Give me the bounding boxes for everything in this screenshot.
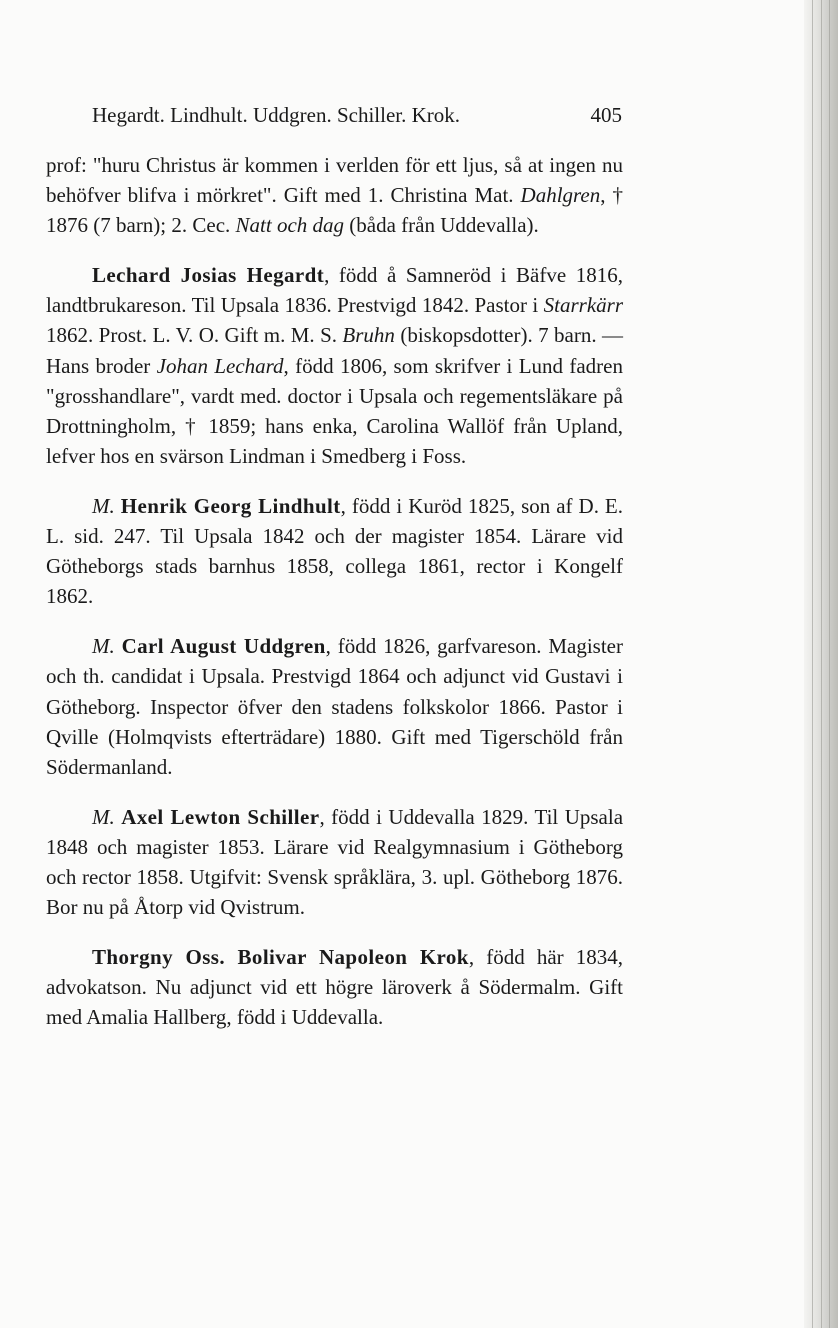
italic-text: M. — [92, 493, 115, 518]
italic-text: Natt och dag — [235, 213, 345, 238]
entry-lindhult — [46, 491, 623, 611]
person-name: Carl August Uddgren — [121, 634, 326, 659]
entry-text: , född 1826, garfvareson. Magister och th. candidat i Upsala. Prestvigd 1864 och adjunct vid Gustavi i Götheborg. Inspector öfver den stadens folkskolor 1866. Pastor i Qville (Holmqvists efterträdare) 1880. Gift med Tigerschöld från Södermanland. — [46, 634, 623, 779]
edge-line — [812, 0, 813, 1328]
italic-text: Starrkärr — [543, 293, 623, 318]
page-edge-shadow — [804, 0, 838, 1328]
entry-gap — [46, 471, 623, 491]
entry-gap — [46, 611, 623, 631]
italic-text: Bruhn — [342, 323, 395, 348]
entry-text: , född i Kuröd 1825, son af D. E. L. sid. 247. Til Upsala 1842 och der magister 1854. Lärare vid Götheborgs stads barnhus 1858, collega 1861, rector i Kongelf 1862. — [46, 493, 624, 609]
entry-gap — [46, 782, 623, 802]
italic-text: M. — [92, 634, 115, 659]
person-name: Axel Lewton Schiller — [121, 804, 320, 829]
italic-text: Johan Lechard — [156, 353, 284, 378]
entry-krok — [46, 942, 623, 1032]
body-text — [46, 150, 623, 1032]
edge-line — [821, 0, 822, 1328]
person-name: Henrik Georg Lindhult — [120, 493, 341, 518]
person-name: Thorgny Oss. Bolivar Napoleon Krok — [92, 945, 469, 970]
running-head — [92, 103, 622, 135]
entry-text: , † 1876 (7 barn); 2. Cec. — [46, 183, 623, 238]
entry-text: , född i Uddevalla 1829. Til Upsala 1848 och magister 1853. Lärare vid Realgymnasium i Götheborg och rector 1858. Utgifvit: Svensk språklära, 3. upl. Götheborg 1876. Bor nu på Åtorp vid Qvistrum. — [46, 804, 624, 920]
entry-text — [115, 634, 122, 658]
entry-text: (båda från Uddevalla). — [344, 213, 539, 238]
entry-text: 1862. Prost. L. V. O. Gift m. M. S. — [46, 323, 343, 348]
entry-continuation — [46, 150, 623, 240]
entry-text: (biskopsdotter). 7 barn. — Hans broder — [46, 323, 624, 378]
italic-text: M. — [92, 804, 115, 829]
entry-uddgren — [46, 631, 623, 781]
entry-hegardt — [46, 260, 623, 471]
entry-gap — [46, 922, 623, 942]
person-name: Lechard Josias Hegardt — [92, 263, 325, 288]
italic-text: Dahlgren — [520, 183, 601, 208]
entry-text: , född 1806, som skrifver i Lund fadren "grosshandlare", vardt med. doctor i Upsala och regementsläkare på Drottningholm, † 1859; hans enka, Carolina Wallöf från Upland, lefver hos en svärson Lindman i Smedberg i Foss. — [46, 353, 623, 468]
entry-schiller — [46, 802, 623, 922]
entry-text: , född å Samneröd i Bäfve 1816, landtbrukareson. Til Upsala 1836. Prestvigd 1842. Pastor i — [46, 263, 623, 318]
entry-text: , född här 1834, advokatson. Nu adjunct vid ett högre läroverk å Södermalm. Gift med Amalia Hallberg, född i Uddevalla. — [46, 945, 624, 1030]
entry-gap — [46, 240, 623, 260]
edge-line — [829, 0, 830, 1328]
page-number: 405 — [590, 103, 622, 127]
running-head-title: Hegardt. Lindhult. Uddgren. Schiller. Krok. — [92, 103, 461, 127]
entry-text: prof: "huru Christus är kommen i verlden för ett ljus, så at ingen nu behöfver blifva i mörkret". Gift med 1. Christina Mat. — [46, 153, 623, 208]
